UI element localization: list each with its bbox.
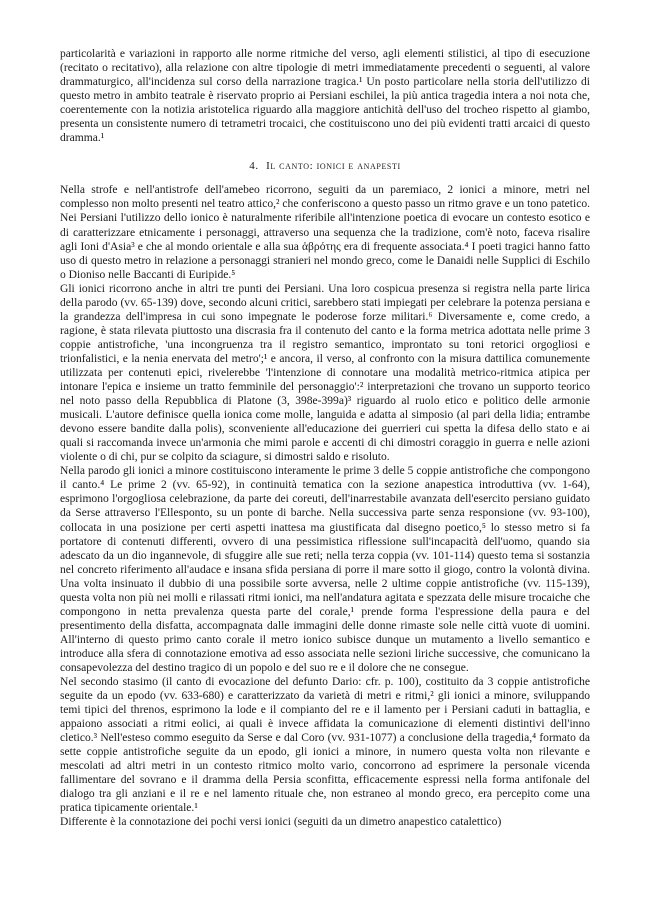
paragraph-parodo-detail: Nella parodo gli ionici a minore costituiscono interamente le prime 3 delle 5 coppie antistrofiche che compongono il canto.⁴ Le prime 2 (vv. 65-92), in continuità tematica con la sezione anapestica introduttiva (vv. 1-64), esprimono l'orgogliosa celebrazione, da parte dei coreuti, dell'inarrestabile avanzata dell'esercito persiano guidato da Serse attraverso l'Ellesponto, su un ponte di barche. Nella successiva parte senza responsione (vv. 93-100), collocata in una posizione per certi aspetti inattesa ma giustificata dal disegno poetico,⁵ lo stesso metro si fa portatore di contenuti differenti, ovvero di una pessimistica riflessione sull'incapacità dell'uomo, quando sia adescato da un dio ingannevole, di sfuggire alle sue reti; nella terza coppia (vv. 101-114) questo tema si sostanzia nel concreto riferimento all'audace e insana sfida persiana di porre il mare sotto il giogo, contro la volontà divina. Una volta insinuato il dubbio di una possibile sorte avversa, nelle 2 ultime coppie antistrofiche (vv. 115-139), questa volta non più nei molli e rilassati ritmi ionici, ma nell'andatura agitata e spezzata delle misure trocaiche che compongono in netta prevalenza questa parte del corale,¹ prende forma l'espressione della paura e del presentimento della disfatta, accompagnata dalle immagini delle donne rimaste sole nelle città vuote di uomini. All'interno di questo primo canto corale il metro ionico subisce dunque un mutamento a livello semantico e introduce alla sfera di connotazione emotiva ad esso associata nelle sezioni liriche successive, che comunicano la consapevolezza del destino tragico di un popolo e del suo re e il dolore che ne consegue. xyxy=(60,465,590,674)
paragraph-secondo-stasimo: Nel secondo stasimo (il canto di evocazione del defunto Dario: cfr. p. 100), costituito da 3 coppie antistrofiche seguite da un epodo (vv. 633-680) e caratterizzato da varietà di metri e ritmi,² gli ionici a minore, sviluppando temi tipici del threnos, esprimono la lode e il compianto del re e il lamento per i Persiani caduti in battaglia, e appaiono associati a ritmi eolici, ai quali è invece affidata la comunicazione di elementi distintivi dell'inno cletico.³ Nell'esteso commo eseguito da Serse e dal Coro (vv. 931-1077) a conclusione della tragedia,⁴ formato da sette coppie antistrofiche seguite da un epodo, gli ionici a minore, in numero questa volta non rilevante e mescolati ad altri metri in un contesto ritmico molto vario, concorrono ad esprimere la personale vicenda fallimentare del sovrano e il dramma della Persia sconfitta, efficacemente espressi nella forma antifonale del dialogo tra gli anziani e il re e nel lamento rituale che, non estraneo al mondo greco, era percepito come una pratica tipicamente orientale.¹ xyxy=(60,676,590,815)
paragraph-amebeo: Nella strofe e nell'antistrofe dell'amebeo ricorrono, seguiti da un paremiaco, 2 ionici a minore, metri nel complesso non molto presenti nel teatro attico,² che conferiscono a questo passo un ritmo grave e un tono patetico. Nei Persiani l'utilizzo dello ionico è naturalmente riferibile all'intenzione poetica di evocare un contesto esotico e di caratterizzare etnicamente i personaggi, attraverso una sequenza che la tradizione, com'è noto, faceva risalire agli Ioni d'Asia³ e che al mondo orientale e alla sua ἁβρότης era di frequente associata.⁴ I poeti tragici hanno fatto uso di questo metro in relazione a personaggi stranieri nel mondo greco, come le Danaidi nelle Supplici di Eschilo o Dioniso nelle Baccanti di Euripide.⁵ xyxy=(60,184,590,281)
section-number: 4. xyxy=(249,160,259,173)
paragraph-intro: particolarità e variazioni in rapporto alle norme ritmiche del verso, agli elementi stilistici, al tipo di esecuzione (recitato o recitativo), alla relazione con altre tipologie di metri immediatamente precedenti o seguenti, al valore drammaturgico, all'incidenza sul corso della narrazione tragica.¹ Un posto particolare nella storia dell'utilizzo di questo metro in ambito teatrale è riservato proprio ai Persiani eschilei, la più antica tragedia intera a noi nota che, coerentemente con la notizia aristotelica riguardo alla maggiore antichità dell'uso del trocheo rispetto al giambo, presenta un consistente numero di tetrametri trocaici, che costituiscono uno dei più evidenti tratti arcaici di questo dramma.¹ xyxy=(60,48,590,145)
section-title: Il canto: ionici e anapesti xyxy=(266,160,401,173)
paragraph-parodo-overview: Gli ionici ricorrono anche in altri tre punti dei Persiani. Una loro cospicua presenza si registra nella parte lirica della parodo (vv. 65-139) dove, secondo alcuni critici, sarebbero stati impiegati per celebrare la potenza persiana e la grandezza dell'impresa in cui sono impegnate le poderose forze militari.⁶ Diversamente e, come credo, a ragione, è stata rilevata piuttosto una discrasia fra il contenuto del canto e la forma metrica adottata nelle prime 3 coppie antistrofiche, 'una incongruenza tra il registro semantico, improntato su toni retorici orgogliosi e trionfalistici, e la nenia enervata del metro';¹ e ancora, il verso, al confronto con la misura dattilica comunemente utilizzata per contenuti epici, rivelerebbe 'l'intenzione di connotare una modalità metrico-ritmica atipica per intonare l'epica e insieme un tratto femminile del personaggio':² interpretazioni che trovano un supporto teorico nel noto passo della Repubblica di Platone (3, 398e-399a)³ riguardo al ruolo etico e politico delle armonie musicali. L'autore definisce quella ionica come molle, languida e adatta al simposio (al pari della lidia; entrambe devono essere bandite dalla polis), sconveniente all'educazione dei guerrieri cui spetta la difesa dello stato e ai quali si raccomanda invece un'armonia che mimi parole e accenti di chi dimostri coraggio in guerra e nelle azioni violente o di chi, pur se colpito da sciagure, si dimostri saldo e risoluto. xyxy=(60,282,590,464)
document-page xyxy=(60,47,590,830)
paragraph-final: Differente è la connotazione dei pochi versi ionici (seguiti da un dimetro anapestico catalettico) xyxy=(60,816,502,829)
section-heading xyxy=(60,159,590,173)
